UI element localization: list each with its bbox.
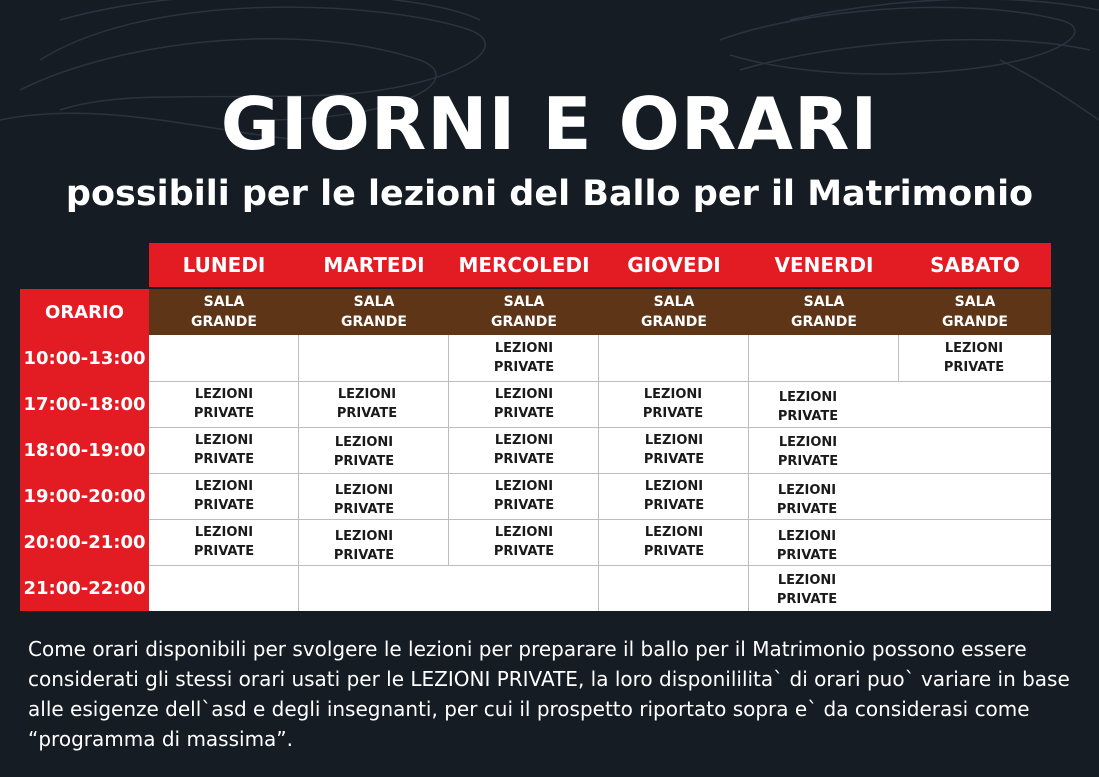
lesson-slot [149,381,299,427]
lesson-slot [289,429,439,475]
lesson-line1: LEZIONI [494,341,554,356]
room-label-line1: SALA [954,294,996,310]
lesson-slot [732,567,882,613]
lesson-line2: PRIVATE [333,548,395,563]
lesson-slot [149,473,299,519]
lesson-slot [732,477,882,523]
day-header-venerdi: VENERDI [749,243,899,287]
lesson-line1: LEZIONI [194,433,254,448]
lesson-slot [449,381,599,427]
lesson-line2: PRIVATE [643,498,705,513]
lesson-line2: PRIVATE [776,502,838,517]
lesson-slot [449,519,599,565]
day-header-mercoledi: MERCOLEDI [449,243,599,287]
lesson-line2: PRIVATE [193,544,255,559]
lesson-line2: PRIVATE [333,502,395,517]
time-label: 10:00-13:00 [23,347,146,369]
lesson-slot [899,335,1049,381]
availability-note: Come orari disponibili per svolgere le lezioni per preparare il ballo per il Matrimonio possono essere considerati gli stessi orari usati per le LEZIONI PRIVATE, la loro disponililita` di orari puo` variare in base alle esigenze dell`asd e degli insegnanti, per cui il prospetto riportato sopra e` da considerasi come “programma di massima”. [28,637,1070,751]
lesson-line1: LEZIONI [777,573,837,588]
room-label [899,289,1051,335]
lesson-slot [289,523,439,569]
lesson-line1: LEZIONI [778,435,838,450]
day-header-giovedi: GIOVEDI [599,243,749,287]
room-label-line1: SALA [203,294,245,310]
lesson-slot [732,523,882,569]
room-label-line1: SALA [353,294,395,310]
lesson-slot [449,427,599,473]
day-header-sabato: SABATO [899,243,1051,287]
room-label [149,289,299,335]
room-label-line2: GRANDE [490,314,557,330]
lesson-slot [599,427,749,473]
lesson-line2: PRIVATE [643,452,705,467]
lesson-line2: PRIVATE [643,544,705,559]
time-label: 21:00-22:00 [23,577,146,599]
lesson-line2: PRIVATE [777,409,839,424]
time-label: 20:00-21:00 [23,531,146,553]
lesson-slot [733,384,883,430]
lesson-line2: PRIVATE [493,360,555,375]
lesson-line1: LEZIONI [334,435,394,450]
room-label-line2: GRANDE [941,314,1008,330]
schedule-table [20,243,1051,611]
lesson-slot [449,335,599,381]
lesson-line1: LEZIONI [777,483,837,498]
lesson-line1: LEZIONI [644,525,704,540]
lesson-line1: LEZIONI [194,387,254,402]
room-label [599,289,749,335]
lesson-line1: LEZIONI [194,525,254,540]
lesson-slot [149,519,299,565]
lesson-slot [449,473,599,519]
lesson-line2: PRIVATE [493,452,555,467]
lesson-line1: LEZIONI [643,387,703,402]
lesson-line2: PRIVATE [493,406,555,421]
schedule-grid [149,335,1051,611]
room-label-line1: SALA [503,294,545,310]
lesson-slot [149,427,299,473]
lesson-line2: PRIVATE [777,454,839,469]
lesson-slot [289,477,439,523]
lesson-line2: PRIVATE [336,406,398,421]
lesson-line1: LEZIONI [334,483,394,498]
lesson-slot [599,519,749,565]
room-label [449,289,599,335]
lesson-line1: LEZIONI [944,341,1004,356]
lesson-line2: PRIVATE [193,406,255,421]
page-title: GIORNI E ORARI [220,82,879,166]
room-label [749,289,899,335]
lesson-slot [599,473,749,519]
lesson-slot [598,381,748,427]
room-label [299,289,449,335]
grid-line [149,565,1051,566]
lesson-line2: PRIVATE [776,548,838,563]
lesson-line1: LEZIONI [194,479,254,494]
lesson-line2: PRIVATE [193,452,255,467]
lesson-line2: PRIVATE [193,498,255,513]
lesson-line1: LEZIONI [494,433,554,448]
lesson-line1: LEZIONI [494,525,554,540]
room-label-line1: SALA [653,294,695,310]
lesson-slot [292,381,442,427]
lesson-line2: PRIVATE [943,360,1005,375]
lesson-line2: PRIVATE [493,544,555,559]
time-label: 19:00-20:00 [23,485,146,507]
lesson-line1: LEZIONI [337,387,397,402]
room-label-line2: GRANDE [640,314,707,330]
day-header-lunedi: LUNEDI [149,243,299,287]
lesson-line1: LEZIONI [777,529,837,544]
time-label: 18:00-19:00 [23,439,146,461]
lesson-line1: LEZIONI [494,387,554,402]
day-header-martedi: MARTEDI [299,243,449,287]
lesson-line2: PRIVATE [776,592,838,607]
lesson-line1: LEZIONI [644,433,704,448]
time-label: 17:00-18:00 [23,393,146,415]
room-label-line1: SALA [803,294,845,310]
page-subtitle: possibili per le lezioni del Ballo per il Matrimonio [65,174,1034,214]
room-label-line2: GRANDE [790,314,857,330]
lesson-line2: PRIVATE [333,454,395,469]
lesson-line1: LEZIONI [778,390,838,405]
lesson-line1: LEZIONI [334,529,394,544]
lesson-line1: LEZIONI [494,479,554,494]
lesson-line1: LEZIONI [644,479,704,494]
room-label-line2: GRANDE [340,314,407,330]
room-label-line2: GRANDE [190,314,257,330]
lesson-line2: PRIVATE [642,406,704,421]
orario-header: ORARIO [20,289,149,335]
lesson-slot [733,429,883,475]
lesson-line2: PRIVATE [493,498,555,513]
